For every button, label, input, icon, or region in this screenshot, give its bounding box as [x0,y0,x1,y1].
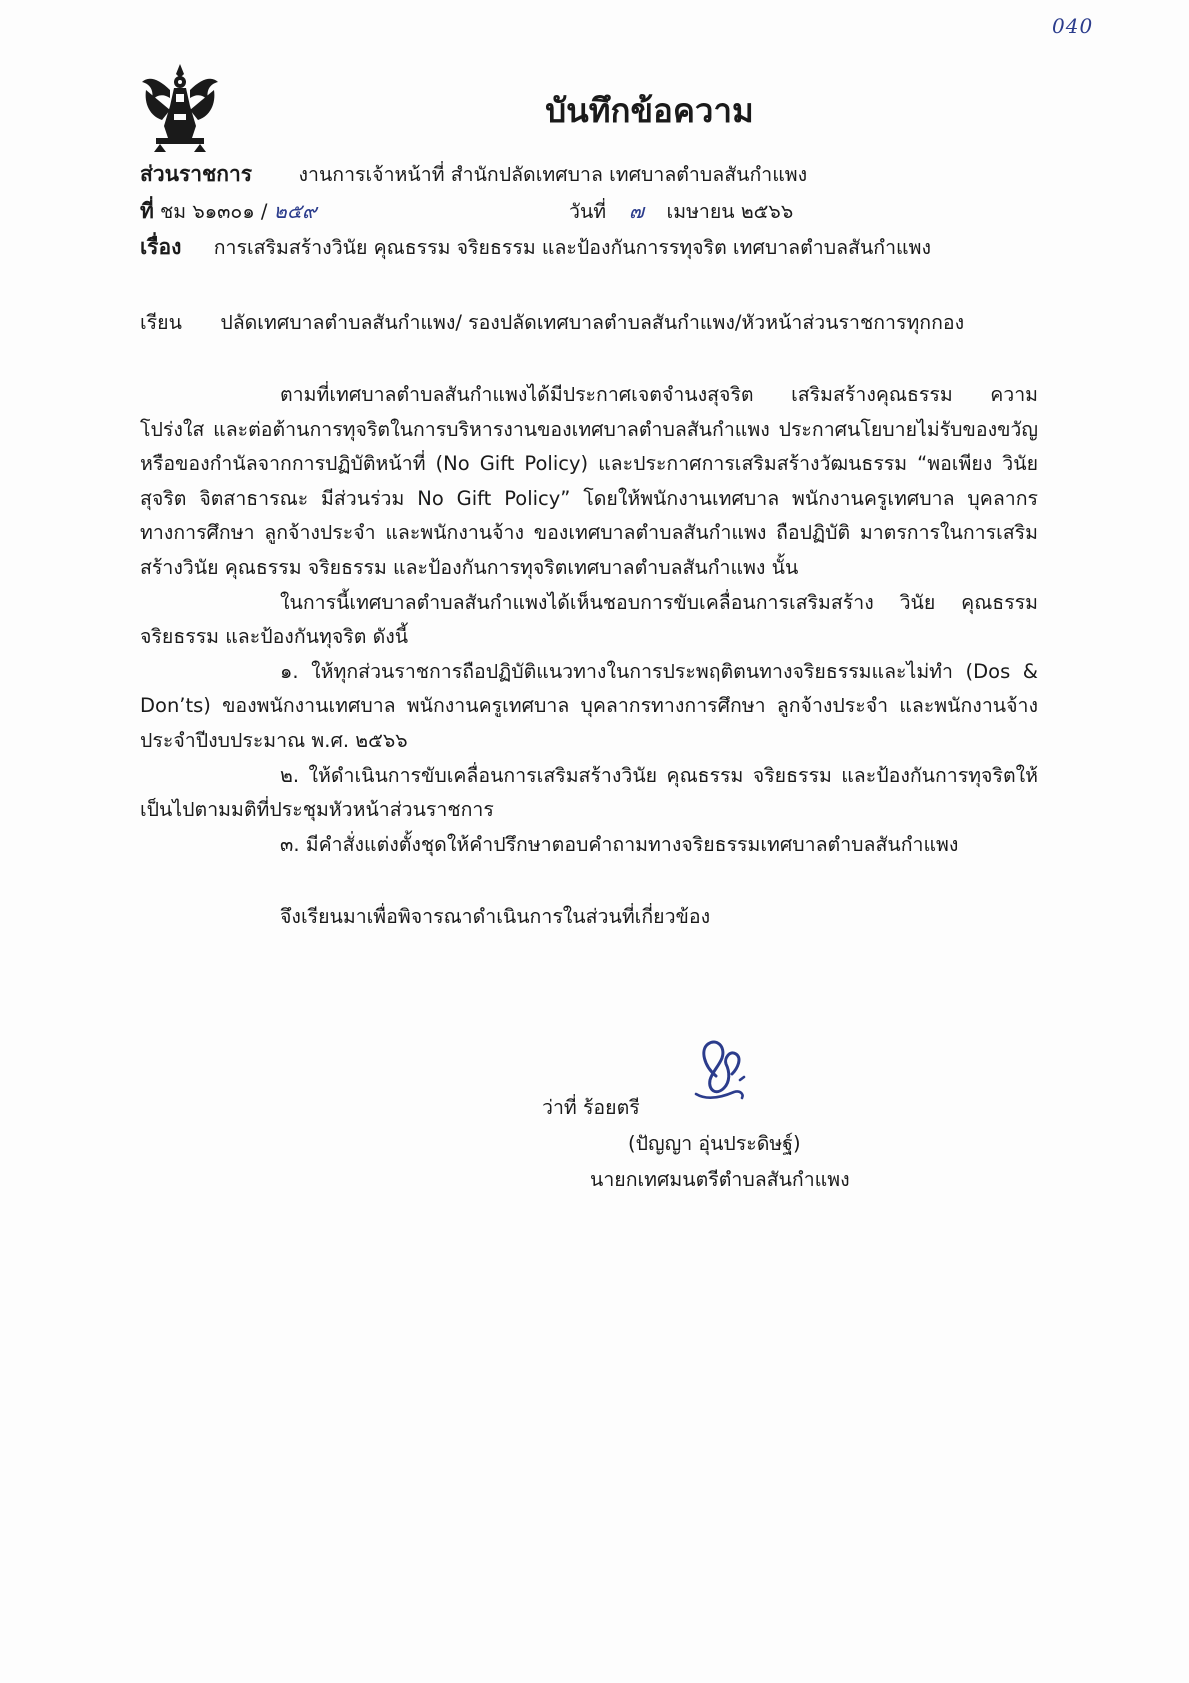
date-row [569,195,793,227]
document-title: บันทึกข้อความ [545,91,754,130]
closing-sentence: จึงเรียนมาเพื่อพิจารณาดำเนินการในส่วนที่เกี่ยวข้อง [280,905,711,929]
reference-handwritten-number: ๒๕๙ [273,199,317,223]
recipient-value: ปลัดเทศบาลตำบลสันกำแพง/ รองปลัดเทศบาลตำบลสันกำแพง/หัวหน้าส่วนราชการทุกกอง [220,311,965,334]
department-value: งานการเจ้าหน้าที่ สำนักปลัดเทศบาล เทศบาลตำบลสันกำแพง [298,163,808,186]
reference-number: ชม ๖๑๓๐๑ / [160,200,268,223]
reference-row [140,195,317,228]
date-day-handwritten: ๗ [628,199,644,223]
recipient-label: เรียน [140,311,182,334]
reference-label: ที่ [140,199,154,223]
subject-label: เรื่อง [140,235,182,259]
recipient-row [140,307,964,338]
department-row [140,158,807,191]
department-label: ส่วนราชการ [140,162,253,186]
handwritten-page-number: 040 [1052,14,1094,38]
date-label: วันที่ [569,200,607,223]
body-item-3: ๓. มีคำสั่งแต่งตั้งชุดให้คำปรึกษาตอบคำถามทางจริยธรรมเทศบาลตำบลสันกำแพง [280,832,959,856]
body-paragraph-2: ในการนี้เทศบาลตำบลสันกำแพงได้เห็นชอบการขับเคลื่อนการเสริมสร้าง วินัย คุณธรรม จริยธรรม และป้องกันทุจริต ดังนี้ [140,590,1038,649]
body-item-2: ๒. ให้ดำเนินการขับเคลื่อนการเสริมสร้างวินัย คุณธรรม จริยธรรม และป้องกันการทุจริตให้ เป็นไปตามมติที่ประชุมหัวหน้าส่วนราชการ [140,763,1038,822]
signatory-rank: ว่าที่ ร้อยตรี [542,1096,640,1119]
subject-row [140,231,931,264]
body-item-1: ๑. ให้ทุกส่วนราชการถือปฏิบัติแนวทางในการประพฤติตนทางจริยธรรมและไม่ทำ (Dos & Don’ts) ของพนักงานเทศบาล พนักงานครูเทศบาล บุคลากรทางการศึกษา ลูกจ้างประจำ และพนักงานจ้าง ประจำปีงบประมาณ พ.ศ. ๒๕๖๖ [140,659,1038,752]
signatory-name: (ปัญญา อุ่นประดิษฐ์) [628,1132,801,1155]
signatory-position: นายกเทศมนตรีตำบลสันกำแพง [590,1168,850,1191]
date-month-year: เมษายน ๒๕๖๖ [666,200,794,223]
handwritten-signature-icon [686,1036,756,1112]
memo-body [140,378,1038,935]
body-paragraph-1: ตามที่เทศบาลตำบลสันกำแพงได้มีประกาศเจตจำนงสุจริต เสริมสร้างคุณธรรม ความโปร่งใส และต่อต้านการทุจริตในการบริหารงานของเทศบาลตำบลสันกำแพง ประกาศนโยบายไม่รับของขวัญหรือของกำนัลจากการปฏิบัติหน้าที่ (No Gift Policy) และประกาศการเสริมสร้างวัฒนธรรม “พอเพียง วินัย สุจริต จิตสาธารณะ มีส่วนร่วม No Gift Policy” โดยให้พนักงานเทศบาล พนักงานครูเทศบาล บุคลากรทางการศึกษา ลูกจ้างประจำ และพนักงานจ้าง ของเทศบาลตำบลสันกำแพง ถือปฏิบัติ มาตรการในการเสริมสร้างวินัย คุณธรรม จริยธรรม และป้องกันการทุจริตเทศบาลตำบลสันกำแพง นั้น [140,383,1038,579]
subject-value: การเสริมสร้างวินัย คุณธรรม จริยธรรม และป้องกันการรทุจริต เทศบาลตำบลสันกำแพง [213,236,931,259]
